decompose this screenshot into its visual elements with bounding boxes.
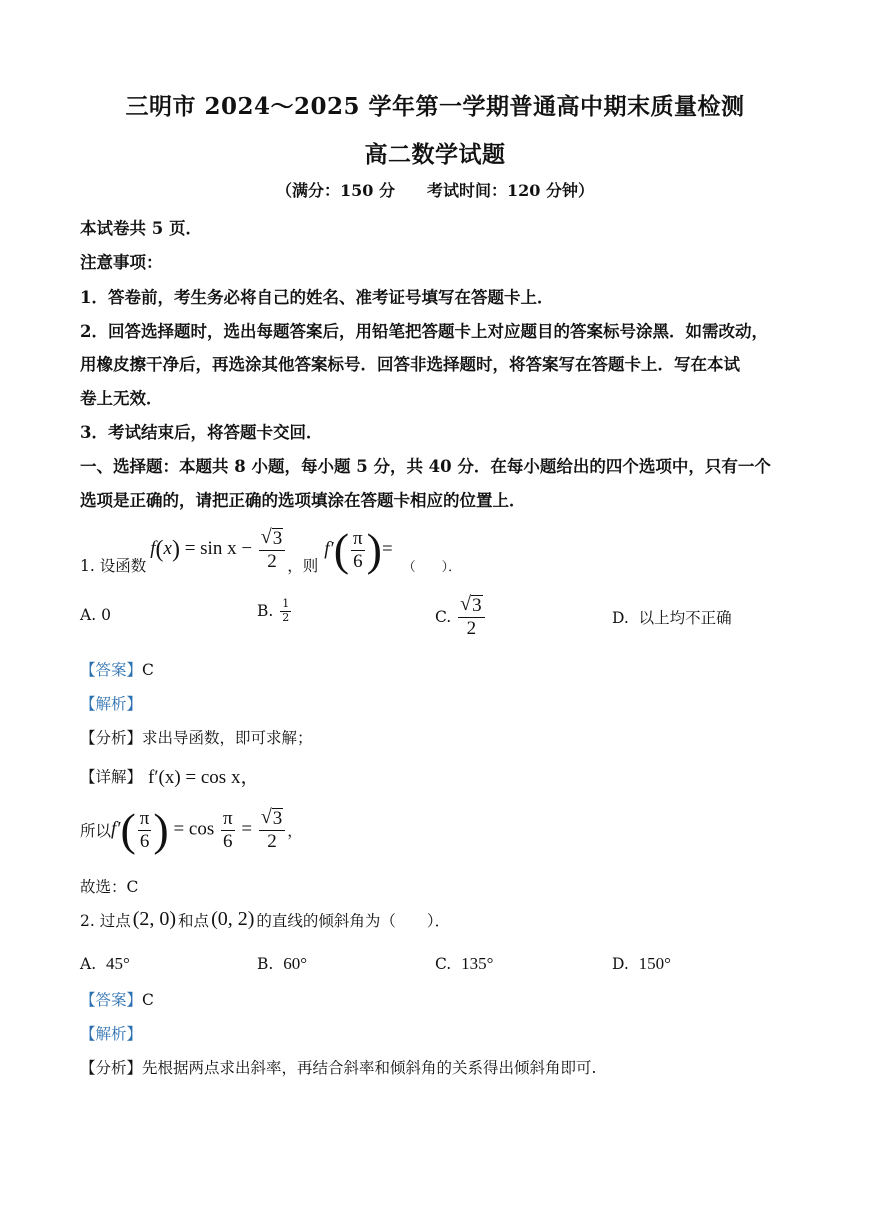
- option-a: A. 0: [80, 606, 111, 624]
- question-connector: ，则: [287, 557, 319, 575]
- page-subtitle: 高二数学试题: [364, 141, 506, 168]
- option-c: C. √ 3 2: [435, 594, 487, 640]
- question-1: 1. 设函数 f(x) = sin x − √ 3 2 ，则 f′( $\frac{\pi}{6}$ )= （ ）．: [80, 524, 462, 575]
- math-expression: = sin x −: [184, 538, 253, 560]
- option-d: D. 150°: [612, 954, 671, 973]
- notice-item: 1．答卷前，考生务必将自己的姓名、准考证号填写在答题卡上．: [80, 288, 554, 307]
- math-symbol: f′: [324, 538, 334, 560]
- fenxi-line: 【分析】求出导函数，即可求解；: [80, 729, 313, 747]
- option-a: A. 45°: [80, 954, 130, 973]
- option-d: D. 以上均不正确: [612, 609, 732, 627]
- answer-line: 【答案】C: [80, 991, 154, 1009]
- radicand: 3: [272, 528, 283, 550]
- answer-line: 【答案】C: [80, 661, 154, 679]
- analysis-tag: 【解析】: [80, 1025, 143, 1043]
- choose-line: 故选：C: [80, 878, 139, 896]
- exam-meta: （满分：150 分 考试时间：120 分钟）: [276, 181, 594, 200]
- notice-item: 3．考试结束后，将答题卡交回．: [80, 423, 323, 442]
- denominator: 2: [267, 551, 277, 573]
- math-symbol: x: [163, 538, 172, 560]
- analysis-tag: 【解析】: [80, 695, 143, 713]
- question-prefix: 1. 设函数: [80, 557, 147, 575]
- numerator: π: [353, 527, 363, 549]
- notice-item: 2．回答选择题时，选出每题答案后，用铅笔把答题卡上对应题目的答案标号涂黑．如需改动，: [80, 322, 768, 341]
- page-count: 本试卷共 5 页．: [80, 219, 202, 238]
- math-symbol: f: [150, 538, 156, 560]
- notice-item: 卷上无效．: [80, 389, 163, 408]
- denominator: 6: [353, 550, 363, 572]
- page-title: 三明市 2024～2025 学年第一学期普通高中期末质量检测: [125, 93, 745, 120]
- option-c: C. 135°: [435, 954, 494, 973]
- notice-heading: 注意事项：: [80, 253, 163, 272]
- option-b: B. $\frac{1}{2}$: [257, 597, 290, 624]
- so-line: 所以 f′( $\frac{\pi}{6}$ ) = cos $\frac{\pi}{6}$ = √ 3 2 ，: [80, 804, 303, 855]
- option-b: B. 60°: [257, 954, 307, 973]
- math-symbol: =: [381, 538, 393, 560]
- question-2: 2. 过点 (2, 0) 和点 (0, 2) 的直线的倾斜角为（ ）．: [80, 908, 451, 930]
- answer-blank: （ ）．: [402, 559, 462, 575]
- sqrt3-over-2: √ 3 2: [259, 527, 285, 573]
- section-heading: 选项是正确的，请把正确的选项填涂在答题卡相应的位置上．: [80, 491, 526, 510]
- detail-line: 【详解】 f′(x) = cos x，: [80, 767, 260, 788]
- fenxi-line: 【分析】先根据两点求出斜率，再结合斜率和倾斜角的关系得出倾斜角即可.: [80, 1059, 597, 1077]
- section-heading: 一、选择题：本题共 8 小题，每小题 5 分，共 40 分．在每小题给出的四个选项中，只有一个: [80, 457, 771, 476]
- notice-item: 用橡皮擦干净后，再选涂其他答案标号．回答非选择题时，将答案写在答题卡上．写在本试: [80, 355, 740, 374]
